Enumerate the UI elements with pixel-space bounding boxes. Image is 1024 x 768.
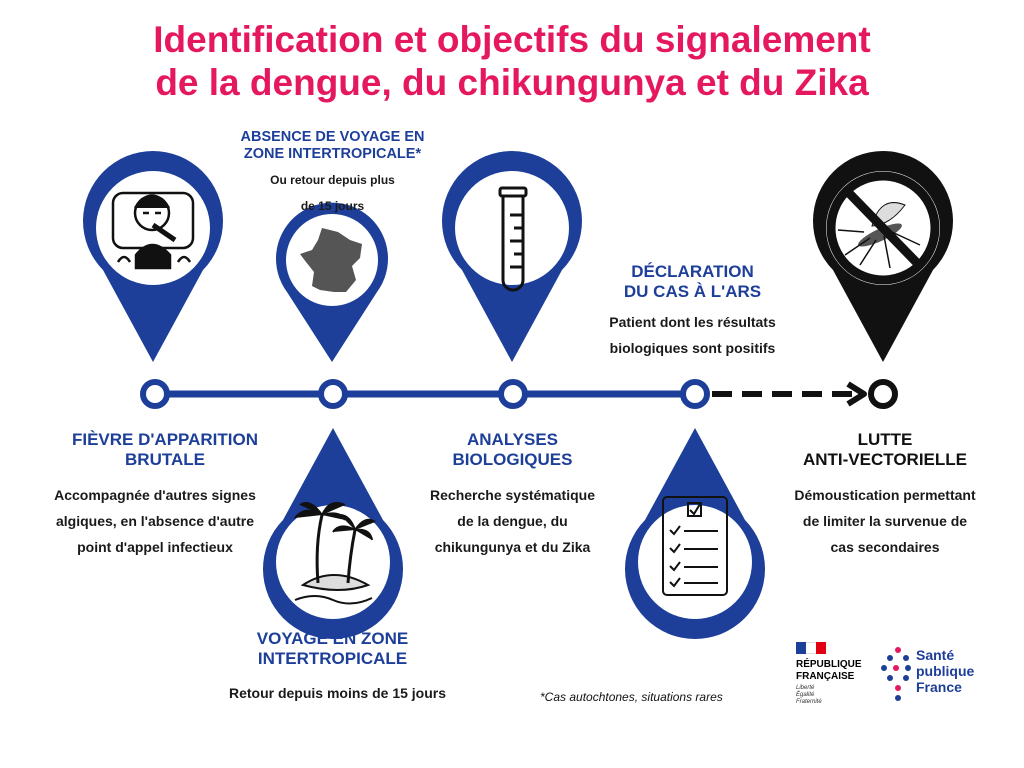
label-absence-line-1: ABSENCE DE VOYAGE EN bbox=[240, 129, 425, 145]
desc-absence-line-2: de 15 jours bbox=[300, 199, 365, 213]
pin-lutte bbox=[813, 151, 953, 362]
label-fievre-line-1: FIÈVRE D'APPARITION bbox=[71, 430, 259, 449]
desc-voyage bbox=[195, 680, 480, 706]
label-fievre bbox=[35, 430, 295, 470]
label-absence-line-2: ZONE INTERTROPICALE* bbox=[243, 146, 422, 162]
timeline-node-2 bbox=[321, 382, 345, 406]
desc-lutte-line-2: de limiter la survenue de bbox=[802, 513, 968, 529]
label-declaration-line-1: DÉCLARATION bbox=[631, 262, 754, 281]
sante-publique-france-logo bbox=[880, 645, 990, 701]
pin-analyses bbox=[442, 151, 582, 362]
desc-lutte bbox=[770, 482, 1000, 560]
desc-analyses-line-1: Recherche systématique bbox=[430, 487, 595, 503]
pin-fievre bbox=[83, 151, 223, 362]
label-lutte-line-2: ANTI-VECTORIELLE bbox=[802, 450, 968, 469]
desc-lutte-line-3: cas secondaires bbox=[830, 539, 940, 555]
rf-name-line-2: FRANÇAISE bbox=[796, 671, 855, 682]
label-declaration-line-2: DU CAS À L'ARS bbox=[623, 282, 762, 301]
label-declaration bbox=[590, 262, 795, 302]
label-lutte bbox=[765, 430, 1005, 470]
desc-lutte-line-1: Démoustication permettant bbox=[794, 487, 976, 503]
spf-name-line-3: France bbox=[916, 679, 962, 695]
desc-absence-line-1: Ou retour depuis plus bbox=[270, 173, 395, 187]
label-voyage bbox=[215, 629, 450, 669]
pin-absence-voyage bbox=[276, 203, 388, 362]
desc-voyage-line-1: Retour depuis moins de 15 jours bbox=[228, 685, 447, 701]
rf-motto-line-1: Liberté bbox=[796, 685, 815, 691]
timeline-node-5 bbox=[871, 382, 895, 406]
desc-absence-voyage bbox=[255, 167, 410, 219]
title-line-1: Identification et objectifs du signalement bbox=[153, 19, 871, 60]
desc-fievre bbox=[20, 482, 290, 560]
rf-motto bbox=[796, 685, 876, 706]
label-lutte-line-1: LUTTE bbox=[857, 430, 913, 449]
label-absence-voyage bbox=[205, 129, 460, 163]
spf-name-line-1: Santé bbox=[916, 647, 955, 663]
label-voyage-line-1: VOYAGE EN ZONE bbox=[256, 629, 409, 648]
desc-fievre-line-2: algiques, en l'absence d'autre bbox=[55, 513, 255, 529]
label-analyses bbox=[420, 430, 605, 470]
desc-declaration-line-1: Patient dont les résultats bbox=[609, 314, 776, 330]
desc-fievre-line-1: Accompagnée d'autres signes bbox=[54, 487, 256, 503]
desc-analyses-line-2: de la dengue, du bbox=[457, 513, 568, 529]
rf-name bbox=[796, 659, 876, 683]
desc-declaration-line-2: biologiques sont positifs bbox=[609, 340, 776, 356]
rf-motto-line-3: Fraternité bbox=[796, 699, 822, 705]
label-voyage-line-2: INTERTROPICALE bbox=[257, 649, 408, 668]
spf-name bbox=[916, 647, 974, 695]
rf-name-line-1: RÉPUBLIQUE bbox=[796, 659, 862, 670]
drop-declaration bbox=[625, 428, 765, 639]
desc-analyses-line-3: chikungunya et du Zika bbox=[434, 539, 591, 555]
desc-declaration bbox=[580, 309, 805, 361]
footnote: *Cas autochtones, situations rares bbox=[540, 690, 723, 704]
label-analyses-line-2: BIOLOGIQUES bbox=[452, 450, 573, 469]
republique-francaise-logo bbox=[796, 642, 876, 706]
rf-motto-line-2: Égalité bbox=[796, 692, 815, 698]
french-flag-icon bbox=[796, 642, 826, 654]
label-analyses-line-1: ANALYSES bbox=[466, 430, 558, 449]
desc-analyses bbox=[405, 482, 620, 560]
spf-name-line-2: publique bbox=[916, 663, 975, 679]
title-line-2: de la dengue, du chikungunya et du Zika bbox=[155, 62, 869, 103]
timeline-node-3 bbox=[501, 382, 525, 406]
label-fievre-line-2: BRUTALE bbox=[125, 450, 205, 469]
desc-fievre-line-3: point d'appel infectieux bbox=[77, 539, 233, 555]
timeline-node-4 bbox=[683, 382, 707, 406]
timeline-node-1 bbox=[143, 382, 167, 406]
